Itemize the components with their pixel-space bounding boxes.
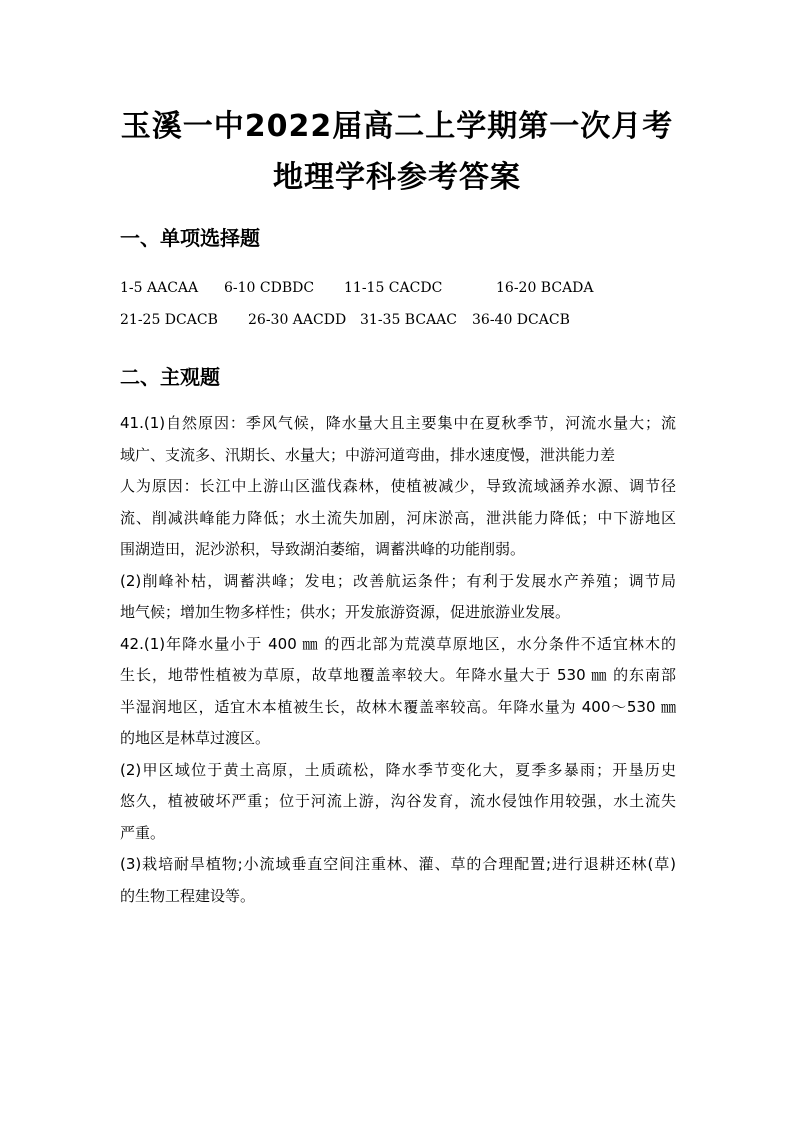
section-heading-subjective: 二、主观题	[120, 365, 220, 389]
answer-group: 36-40 DCACB	[472, 312, 570, 328]
answer-group: 6-10 CDBDC	[224, 280, 315, 296]
answer-line: 严重。	[120, 823, 166, 842]
section-heading-multiple-choice: 一、单项选择题	[120, 226, 260, 250]
answer-group: 11-15 CACDC	[344, 280, 443, 296]
answer-body	[120, 408, 676, 912]
answer-line: (2)削峰补枯，调蓄洪峰；发电；改善航运条件；有利于发展水产养殖；调节局	[120, 571, 676, 590]
answer-line: 半湿润地区，适宜木本植被生长，故林木覆盖率较高。年降水量为 400～530 ㎜	[120, 697, 676, 716]
page-subtitle: 地理学科参考答案	[273, 160, 521, 195]
answer-line: 人为原因：长江中上游山区滥伐森林，使植被减少，导致流域涵养水源、调节径	[120, 477, 676, 495]
answer-line: (2)甲区域位于黄土高原，土质疏松，降水季节变化大，夏季多暴雨；开垦历史	[120, 760, 676, 779]
answer-group: 26-30 AACDD	[248, 312, 347, 328]
answer-line: 地气候；增加生物多样性；供水；开发旅游资源，促进旅游业发展。	[120, 603, 571, 621]
answer-line: 域广、支流多、汛期长、水量大；中游河道弯曲，排水速度慢，泄洪能力差	[120, 445, 616, 464]
answer-line: 42.(1)年降水量小于 400 ㎜ 的西北部为荒漠草原地区，水分条件不适宜林木的	[120, 634, 676, 653]
answer-line: 41.(1)自然原因：季风气候，降水量大且主要集中在夏秋季节，河流水量大；流	[120, 414, 676, 432]
answer-line: 流、削减洪峰能力降低；水土流失加剧，河床淤高，泄洪能力降低；中下游地区	[120, 508, 676, 527]
answer-line: 围湖造田，泥沙淤积，导致湖泊萎缩，调蓄洪峰的功能削弱。	[120, 540, 526, 558]
answer-line: 的生物工程建设等。	[120, 886, 256, 905]
answer-group: 31-35 BCAAC	[360, 312, 458, 328]
answer-group: 21-25 DCACB	[120, 312, 218, 328]
page-title: 玉溪一中2022届高二上学期第一次月考	[120, 109, 674, 144]
answer-line: 悠久，植被破坏严重；位于河流上游，沟谷发育，流水侵蚀作用较强，水土流失	[120, 792, 676, 810]
answer-group: 1-5 AACAA	[120, 280, 199, 296]
answer-line: (3)栽培耐旱植物;小流域垂直空间注重林、灌、草的合理配置;进行退耕还林(草)	[120, 855, 676, 873]
answer-line: 生长，地带性植被为草原，故草地覆盖率较大。年降水量大于 530 ㎜ 的东南部	[120, 666, 676, 684]
answer-line: 的地区是林草过渡区。	[120, 729, 271, 747]
answer-group: 16-20 BCADA	[496, 280, 594, 296]
